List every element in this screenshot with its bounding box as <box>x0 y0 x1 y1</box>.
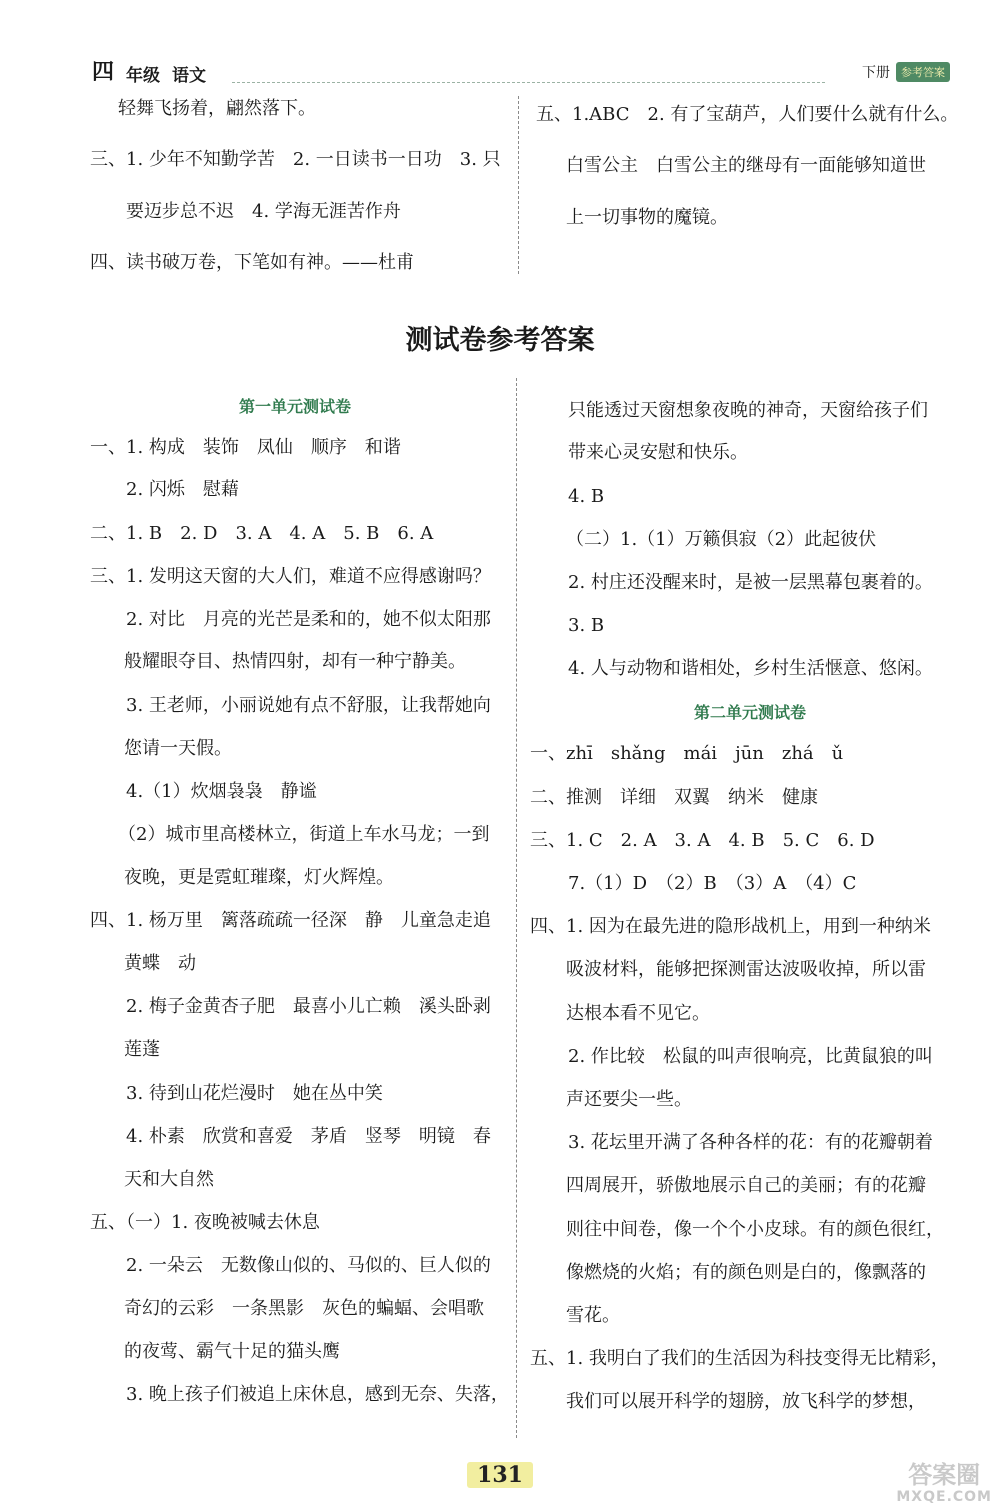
section-title: 测试卷参考答案 <box>405 325 595 356</box>
watermark-logo <box>896 1461 992 1508</box>
right-line: 雪花。 <box>566 1305 620 1326</box>
left-line: 2. 对比 月亮的光芒是柔和的，她不似太阳那 <box>126 609 491 630</box>
header-volume: 下册 <box>862 65 890 81</box>
right-line: 像燃烧的火焰；有的颜色则是白的，像飘落的 <box>566 1262 926 1283</box>
top-left-line: 四、读书破万卷，下笔如有神。——杜甫 <box>90 252 414 273</box>
top-right-line: 五、1.ABC 2. 有了宝葫芦，人们要什么就有什么。 <box>536 104 959 125</box>
left-line: 二、1. B 2. D 3. A 4. A 5. B 6. A <box>90 523 434 544</box>
right-line: 7.（1）D （2）B （3）A （4）C <box>568 873 857 894</box>
right-line: 三、1. C 2. A 3. A 4. B 5. C 6. D <box>530 830 875 851</box>
watermark-sub: MXQE.COM <box>896 1489 992 1505</box>
left-line: 2. 闪烁 慰藉 <box>126 479 239 500</box>
left-line: 黄蝶 动 <box>124 953 196 974</box>
right-line: （二）1.（1）万籁俱寂（2）此起彼伏 <box>566 529 877 550</box>
unit-2-title: 第二单元测试卷 <box>693 703 806 722</box>
main-column-divider <box>516 378 517 1438</box>
right-line: 二、推测 详细 双翼 纳米 健康 <box>530 787 818 808</box>
left-line: 三、1. 发明这天窗的大人们，难道不应得感谢吗？ <box>90 566 491 587</box>
left-line: 夜晚，更是霓虹璀璨，灯火辉煌。 <box>124 867 394 888</box>
left-line: （2）城市里高楼林立，街道上车水马龙；一到 <box>118 824 490 845</box>
left-line: 2. 梅子金黄杏子肥 最喜小儿亡赖 溪头卧剥 <box>126 996 491 1017</box>
left-line: 四、1. 杨万里 篱落疏疏一径深 静 儿童急走追 <box>90 910 491 931</box>
left-line: 天和大自然 <box>124 1169 214 1190</box>
right-line: 2. 作比较 松鼠的叫声很响亮，比黄鼠狼的叫 <box>568 1046 933 1067</box>
left-line: 般耀眼夺目、热情四射，却有一种宁静美。 <box>124 651 466 672</box>
unit-1-title: 第一单元测试卷 <box>238 397 351 416</box>
right-line: 4. B <box>568 486 605 507</box>
header-badge: 参考答案 <box>896 62 950 82</box>
header-grade: 四 <box>92 60 115 85</box>
top-left-line: 三、1. 少年不知勤学苦 2. 一日读书一日功 3. 只 <box>90 149 501 170</box>
top-column-divider <box>518 96 519 274</box>
left-line: 4.（1）炊烟袅袅 静谧 <box>126 781 317 802</box>
right-line: 五、1. 我明白了我们的生活因为科技变得无比精彩， <box>530 1348 949 1369</box>
right-line: 吸波材料，能够把探测雷达波吸收掉，所以雷 <box>566 959 926 980</box>
header-rule <box>232 82 825 83</box>
right-line: 只能透过天窗想象夜晚的神奇，天窗给孩子们 <box>568 400 928 421</box>
page-number-text: 131 <box>467 1462 533 1488</box>
left-line: 奇幻的云彩 一条黑影 灰色的蝙蝠、会唱歌 <box>124 1298 484 1319</box>
right-line: 达根本看不见它。 <box>566 1003 710 1024</box>
left-line: 2. 一朵云 无数像山似的、马似的、巨人似的 <box>126 1255 491 1276</box>
header-grade-label: 年级 <box>126 66 161 86</box>
right-line: 四周展开，骄傲地展示自己的美丽；有的花瓣 <box>566 1175 926 1196</box>
right-line: 则往中间卷，像一个个小皮球。有的颜色很红， <box>566 1219 944 1240</box>
left-line: 一、1. 构成 装饰 凤仙 顺序 和谐 <box>90 437 401 458</box>
right-line: 3. 花坛里开满了各种各样的花：有的花瓣朝着 <box>568 1132 933 1153</box>
page-number <box>0 1462 1000 1488</box>
right-line: 3. B <box>568 615 605 636</box>
left-line: 您请一天假。 <box>124 738 232 759</box>
left-line: 3. 待到山花烂漫时 她在丛中笑 <box>126 1083 383 1104</box>
left-line: 3. 王老师，小丽说她有点不舒服，让我帮她向 <box>126 695 491 716</box>
right-line: 四、1. 因为在最先进的隐形战机上，用到一种纳米 <box>530 916 931 937</box>
right-line: 2. 村庄还没醒来时，是被一层黑幕包裹着的。 <box>568 572 933 593</box>
left-line: 莲蓬 <box>124 1039 160 1060</box>
left-line: 五、（一）1. 夜晚被喊去休息 <box>90 1212 320 1233</box>
right-line: 声还要尖一些。 <box>566 1089 692 1110</box>
header-right <box>862 62 950 82</box>
header-subject: 语文 <box>172 66 207 86</box>
watermark-main: 答案圈 <box>908 1461 981 1489</box>
left-line: 的夜莺、霸气十足的猫头鹰 <box>124 1341 340 1362</box>
left-line: 3. 晚上孩子们被追上床休息，感到无奈、失落， <box>126 1384 509 1405</box>
top-right-line: 上一切事物的魔镜。 <box>566 207 728 228</box>
top-left-line: 要迈步总不迟 4. 学海无涯苦作舟 <box>126 201 401 222</box>
right-line: 一、zhī shǎng mái jūn zhá ǔ <box>530 743 844 764</box>
running-header <box>92 58 206 86</box>
top-left-line: 轻舞飞扬着，翩然落下。 <box>118 98 316 119</box>
right-line: 4. 人与动物和谐相处，乡村生活惬意、悠闲。 <box>568 658 933 679</box>
left-line: 4. 朴素 欣赏和喜爱 茅盾 竖琴 明镜 春 <box>126 1126 491 1147</box>
right-line: 带来心灵安慰和快乐。 <box>568 442 748 463</box>
top-right-line: 白雪公主 白雪公主的继母有一面能够知道世 <box>566 155 926 176</box>
right-line: 我们可以展开科学的翅膀，放飞科学的梦想， <box>566 1391 926 1412</box>
